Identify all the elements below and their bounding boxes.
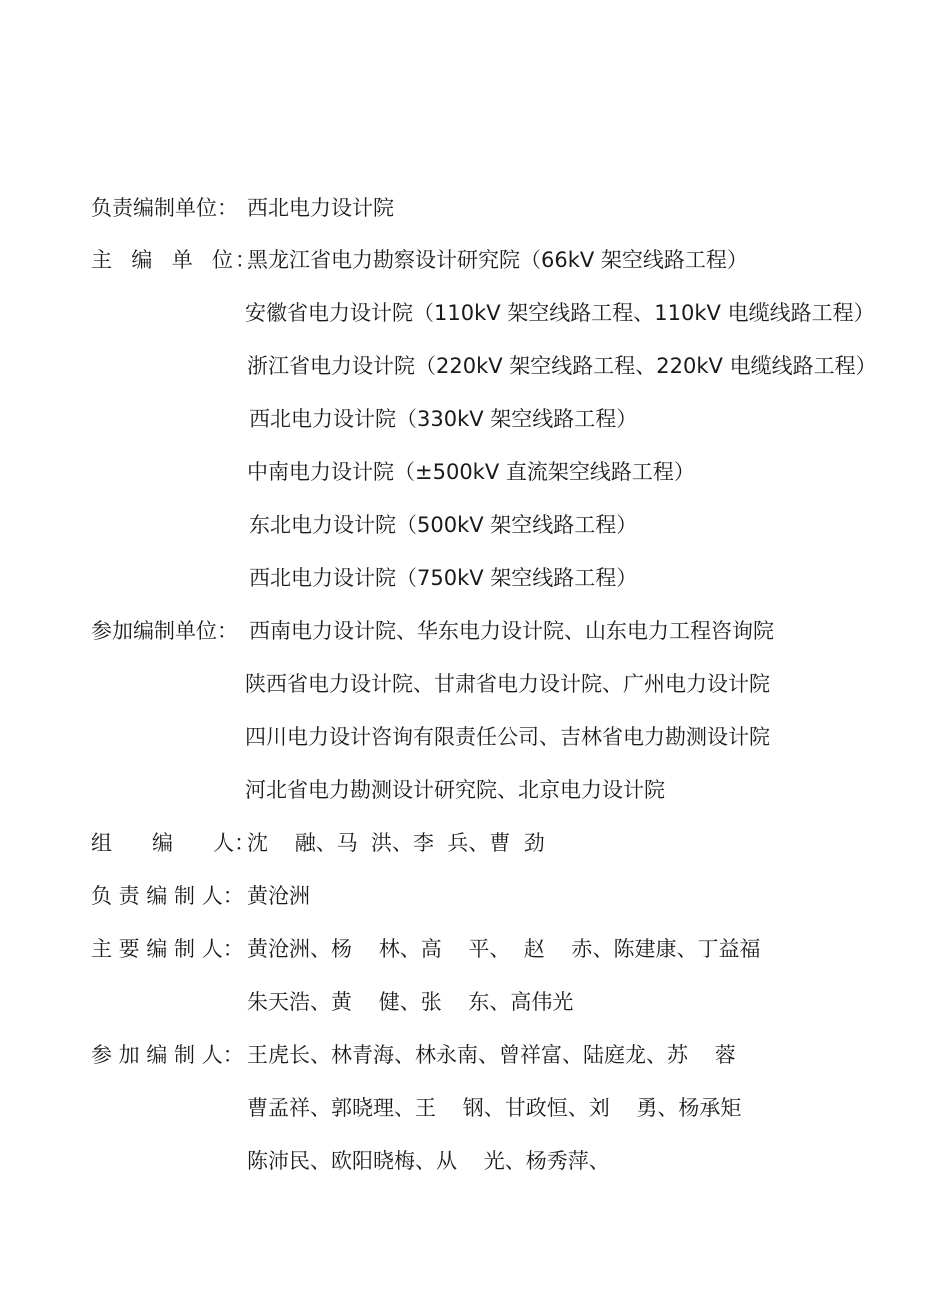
chief-unit-line: 东北电力设计院（500kV 架空线路工程） (249, 513, 638, 537)
chief-unit-line: 安徽省电力设计院（110kV 架空线路工程、110kV 电缆线路工程） (245, 301, 875, 325)
participating-editors-line: 曹孟祥、郭晓理、王 钢、甘政恒、刘 勇、杨承矩 (247, 1096, 742, 1120)
chief-unit-line: 浙江省电力设计院（220kV 架空线路工程、220kV 电缆线路工程） (247, 354, 877, 378)
chief-unit-line: 黑龙江省电力勘察设计研究院（66kV 架空线路工程） (247, 248, 748, 272)
participating-unit-line: 四川电力设计咨询有限责任公司、吉林省电力勘测设计院 (245, 725, 770, 749)
participating-editors-line: 陈沛民、欧阳晓梅、从 光、杨秀萍、 (247, 1149, 610, 1173)
participating-units-label: 参加编制单位： (91, 619, 238, 643)
responsible-unit-value: 西北电力设计院 (247, 196, 394, 220)
chief-unit-line: 中南电力设计院（±500kV 直流架空线路工程） (247, 460, 695, 484)
main-editors-label: 主 要 编 制 人： (91, 937, 244, 961)
responsible-unit-label: 负责编制单位： (91, 196, 238, 220)
group-editors-value: 沈 融、马 洪、李 兵、曹 劲 (247, 831, 545, 855)
responsible-editor-value: 黄沧洲 (247, 884, 310, 908)
main-editors-line: 朱天浩、黄 健、张 东、高伟光 (247, 990, 574, 1014)
chief-units-label: 主 编 单 位： (91, 248, 259, 272)
participating-editors-line: 王虎长、林青海、林永南、曾祥富、陆庭龙、苏 蓉 (247, 1043, 736, 1067)
main-editors-line: 黄沧洲、杨 林、高 平、 赵 赤、陈建康、丁益福 (247, 937, 761, 961)
group-editors-label: 组 编 人： (91, 831, 256, 855)
responsible-editor-label: 负 责 编 制 人： (91, 884, 244, 908)
participating-unit-line: 河北省电力勘测设计研究院、北京电力设计院 (245, 778, 665, 802)
chief-unit-line: 西北电力设计院（750kV 架空线路工程） (249, 566, 638, 590)
participating-unit-line: 陕西省电力设计院、甘肃省电力设计院、广州电力设计院 (245, 672, 770, 696)
chief-unit-line: 西北电力设计院（330kV 架空线路工程） (249, 407, 638, 431)
participating-unit-line: 西南电力设计院、华东电力设计院、山东电力工程咨询院 (249, 619, 774, 643)
participating-editors-label: 参 加 编 制 人： (91, 1043, 244, 1067)
